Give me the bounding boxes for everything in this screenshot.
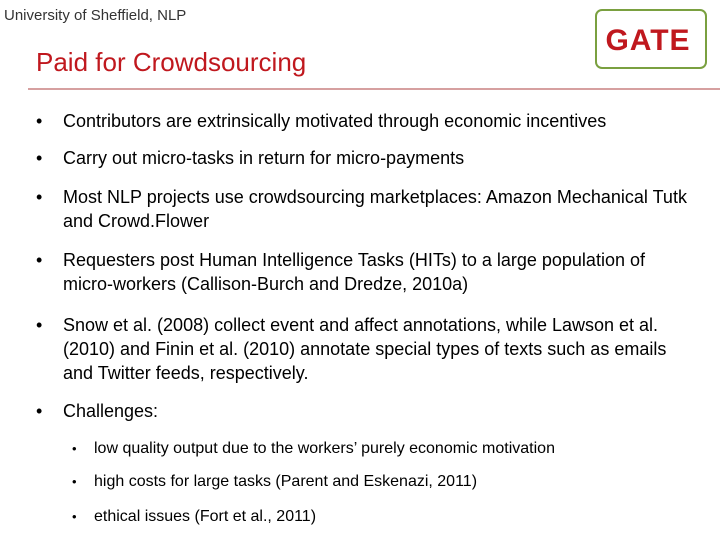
bullet-text: Most NLP projects use crowdsourcing marketplaces: Amazon Mechanical Tutk and Crowd.Flower xyxy=(63,187,687,231)
bullet-text: Contributors are extrinsically motivated through economic incentives xyxy=(63,111,607,131)
bullet-text: Challenges: xyxy=(63,401,159,421)
sub-bullet-marker: • xyxy=(72,474,77,489)
bullet-marker: • xyxy=(36,401,43,421)
bullet-text: Snow et al. (2008) collect event and affect annotations, while Lawson et al. (2010) and Finin et al. (2010) annotate special types of texts such as emails and Twitter feeds, respectively. xyxy=(63,315,667,383)
sub-bullet-marker: • xyxy=(72,509,77,524)
slide-title: Paid for Crowdsourcing xyxy=(36,47,307,77)
sub-bullet-text: high costs for large tasks (Parent and Eskenazi, 2011) xyxy=(94,473,478,490)
bullet-marker: • xyxy=(36,148,43,168)
sub-bullet-text: ethical issues (Fort et al., 2011) xyxy=(94,508,317,525)
sub-bullet-text: low quality output due to the workers’ purely economic motivation xyxy=(94,440,555,457)
logo-text: GATE xyxy=(605,24,691,57)
bullet-text: Carry out micro-tasks in return for micro-payments xyxy=(63,148,465,168)
bullet-marker: • xyxy=(36,315,43,335)
bullet-marker: • xyxy=(36,187,43,207)
bullet-marker: • xyxy=(36,111,43,131)
sub-bullet-marker: • xyxy=(72,441,77,456)
bullet-text: Requesters post Human Intelligence Tasks (HITs) to a large population of micro-workers (Callison-Burch and Dredze, 2010a) xyxy=(63,250,645,294)
organization-label: University of Sheffield, NLP xyxy=(4,7,187,24)
bullet-marker: • xyxy=(36,250,43,270)
